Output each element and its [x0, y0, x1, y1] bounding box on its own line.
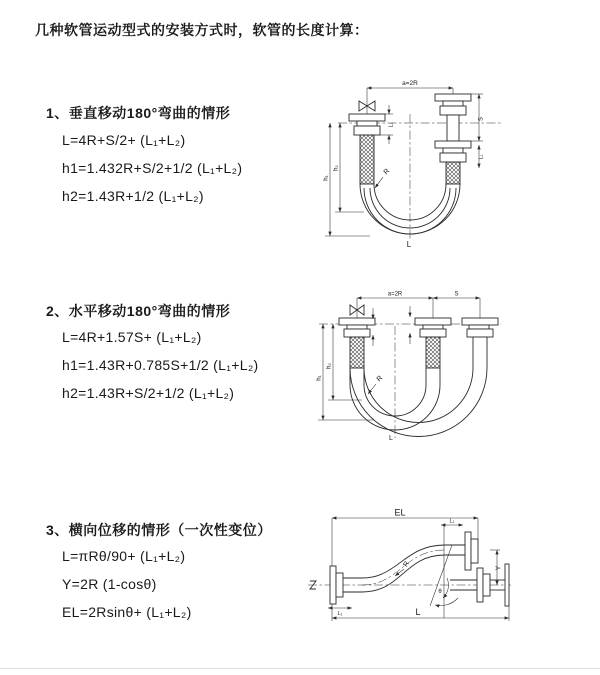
- radius-leader: [375, 177, 383, 188]
- left-union: [354, 126, 380, 135]
- section1-formula-L: L=4R+S/2+ (L₁+L₂): [62, 132, 186, 148]
- dim-span-label: a=2R: [387, 291, 403, 298]
- dim-el-label: EL: [394, 508, 406, 518]
- middle-union: [420, 329, 446, 337]
- right-flange-hub: [483, 574, 490, 596]
- section3-formula-L: L=πRθ/90+ (L₁+L₂): [62, 548, 186, 564]
- right-upper-flange: [435, 94, 471, 101]
- left-flange: [339, 318, 375, 325]
- section2-formula-h2: h2=1.43R+S/2+1/2 (L₁+L₂): [62, 385, 235, 401]
- middle-flange: [415, 318, 451, 325]
- right-flange-plate: [477, 568, 483, 602]
- left-neck: [347, 325, 367, 329]
- dim-end2-label: L₁: [337, 611, 343, 617]
- left-flange-hub: [336, 573, 343, 597]
- diagram-horizontal-bend: [315, 290, 505, 442]
- section1-heading: 1、垂直移动180°弯曲的情形: [46, 105, 231, 121]
- right-flange: [462, 318, 498, 325]
- angle-ray: [430, 545, 452, 606]
- dim-h1-label: h₁: [323, 175, 330, 181]
- dim-h2-label: h₂: [326, 363, 333, 369]
- angle-arc: [435, 598, 458, 606]
- dim-end1-label: L₁: [388, 122, 395, 128]
- mating-flange-bar: [505, 564, 509, 606]
- angle-label: θ: [438, 589, 442, 595]
- right-pipe: [447, 115, 459, 141]
- dim-stroke-label: S: [454, 291, 459, 298]
- radius-label: R: [375, 374, 385, 384]
- dim-y-label: Y: [495, 565, 503, 571]
- right-upper-union: [440, 106, 466, 115]
- section2-formula-h1: h1=1.43R+0.785S+1/2 (L₁+L₂): [62, 357, 259, 373]
- left-union: [344, 329, 370, 337]
- section2-formula-L: L=4R+1.57S+ (L₁+L₂): [62, 329, 202, 345]
- section1-formula-h1: h1=1.432R+S/2+1/2 (L₁+L₂): [62, 160, 243, 176]
- dim-end2-label: L₁: [478, 154, 485, 160]
- left-neck: [357, 121, 377, 126]
- diagram-vertical-bend: [312, 76, 507, 251]
- section1-formula-h2: h2=1.43R+1/2 (L₁+L₂): [62, 188, 204, 204]
- hose-arc-outer: [350, 385, 440, 430]
- right-braided-hose: [446, 162, 460, 184]
- right-lower-union: [440, 153, 466, 162]
- dim-stroke-label: S: [478, 116, 485, 122]
- top-flange-hub: [471, 539, 478, 563]
- section3-formula-Y: Y=2R (1-cosθ): [62, 576, 157, 592]
- top-flange-plate: [465, 532, 471, 570]
- page-title: 几种软管运动型式的安装方式时，软管的长度计算：: [35, 22, 369, 38]
- middle-neck: [423, 325, 443, 329]
- length-label: L: [389, 435, 393, 442]
- left-braided-hose: [360, 135, 374, 184]
- dim-h2-label: h₂: [333, 165, 340, 171]
- left-braided-hose: [350, 337, 364, 368]
- diagram-lateral-displacement: [300, 508, 515, 628]
- hose-centerline: [362, 550, 445, 585]
- right-upper-neck: [443, 101, 463, 106]
- right-lower-neck: [443, 148, 463, 153]
- dim-length-label: L: [415, 607, 421, 617]
- dim-h1-label: h₁: [316, 375, 323, 381]
- hose-arc-alt-outer: [350, 368, 487, 437]
- right-union: [467, 329, 493, 337]
- right-neck: [469, 325, 489, 329]
- section2-heading: 2、水平移动180°弯曲的情形: [46, 303, 231, 319]
- section3-formula-EL: EL=2Rsinθ+ (L₁+L₂): [62, 604, 192, 620]
- middle-braided-hose: [426, 337, 440, 368]
- dim-span-label: a=2R: [402, 80, 418, 87]
- page-edge: [0, 668, 600, 669]
- left-flange: [349, 114, 385, 121]
- left-flange-plate: [330, 566, 336, 604]
- hose-arc-alt-outer: [364, 188, 456, 234]
- section3-heading: 3、横向位移的情形（一次性变位）: [46, 522, 272, 538]
- length-label: L: [406, 240, 412, 249]
- dim-end1-label: L₁: [449, 518, 455, 525]
- radius-leader: [368, 384, 376, 394]
- right-lower-flange: [435, 141, 471, 148]
- radius-label: R: [402, 560, 411, 569]
- radius-label: R: [382, 167, 392, 177]
